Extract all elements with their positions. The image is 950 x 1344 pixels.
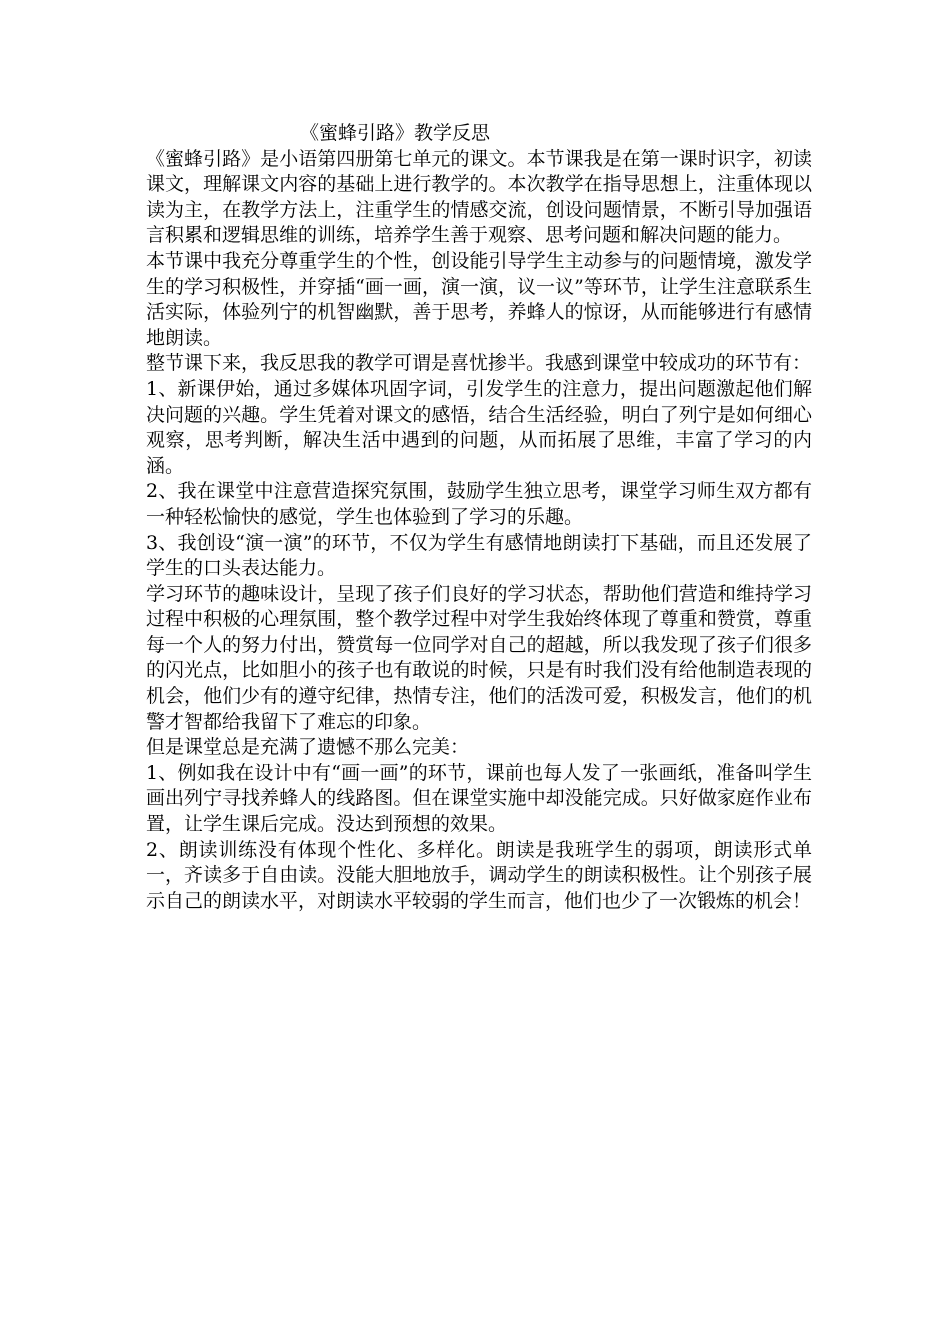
document-title: 《蜜蜂引路》教学反思 bbox=[300, 122, 491, 144]
paragraph-success-3: 3、我创设“演一演”的环节，不仅为学生有感情地朗读打下基础，而且还发展了学生的口头表达能力。 bbox=[146, 531, 812, 580]
paragraph-success-2: 2、我在课堂中注意营造探究氛围，鼓励学生独立思考，课堂学习师生双方都有一种轻松愉快的感觉，学生也体验到了学习的乐趣。 bbox=[146, 480, 812, 528]
paragraph-regrets-intro: 但是课堂总是充满了遗憾不那么完美： bbox=[146, 736, 470, 759]
paragraph-intro: 《蜜蜂引路》是小语第四册第七单元的课文。本节课我是在第一课时识字，初读课文，理解课文内容的基础上进行教学的。本次教学在指导思想上，注重体现以读为主，在教学方法上，注重学生的情感交流，创设问题情景，不断引导加强语言积累和逻辑思维的训练，培养学生善于观察、思考问题和解决问题的能力。 bbox=[146, 147, 812, 247]
paragraph-success-1: 1、新课伊始，通过多媒体巩固字词，引发学生的注意力，提出问题激起他们解决问题的兴趣。学生凭着对课文的感悟，结合生活经验，明白了列宁是如何细心观察，思考判断，解决生活中遇到的问题，从而拓展了思维，丰富了学习的内涵。 bbox=[146, 377, 812, 477]
paragraph-learning-design: 学习环节的趣味设计，呈现了孩子们良好的学习状态，帮助他们营造和维持学习过程中积极的心理氛围，整个教学过程中对学生我始终体现了尊重和赞赏，尊重每一个人的努力付出，赞赏每一位同学对自己的超越，所以我发现了孩子们很多的闪光点，比如胆小的孩子也有敢说的时候，只是有时我们没有给他制造表现的机会，他们少有的遵守纪律，热情专注，他们的活泼可爱，积极发言，他们的机警才智都给我留下了难忘的印象。 bbox=[146, 582, 812, 733]
paragraph-regret-1: 1、例如我在设计中有“画一画”的环节，课前也每人发了一张画纸，准备叫学生画出列宁寻找养蜂人的线路图。但在课堂实施中却没能完成。只好做家庭作业布置，让学生课后完成。没达到预想的效果。 bbox=[146, 761, 812, 836]
paragraph-respect-individuality: 本节课中我充分尊重学生的个性，创设能引导学生主动参与的问题情境，激发学生的学习积极性，并穿插“画一画，演一演，议一议”等环节，让学生注意联系生活实际，体验列宁的机智幽默，善于思考，养蜂人的惊讶，从而能够进行有感情地朗读。 bbox=[146, 249, 812, 349]
document-page bbox=[146, 121, 812, 914]
paragraph-regret-2: 2、朗读训练没有体现个性化、多样化。朗读是我班学生的弱项，朗读形式单一，齐读多于自由读。没能大胆地放手，调动学生的朗读积极性。让个别孩子展示自己的朗读水平，对朗读水平较弱的学生而言，他们也少了一次锻炼的机会！ bbox=[146, 838, 812, 912]
paragraph-reflection-summary: 整节课下来，我反思我的教学可谓是喜忧掺半。我感到课堂中较成功的环节有： bbox=[146, 352, 812, 375]
